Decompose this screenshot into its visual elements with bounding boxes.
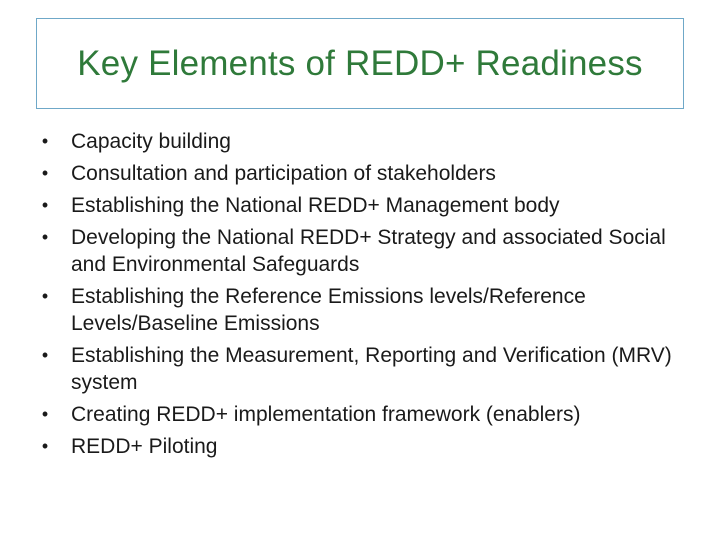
bullet-item <box>0 128 720 155</box>
bullet-icon: • <box>41 195 49 215</box>
bullet-item <box>0 224 720 278</box>
bullet-item <box>0 283 720 337</box>
bullet-icon: • <box>41 345 49 365</box>
bullet-item <box>0 401 720 428</box>
bullet-text: Establishing the Reference Emissions levels/Reference Levels/Baseline Emissions <box>71 285 586 335</box>
bullet-item <box>0 160 720 187</box>
bullet-text: Establishing the National REDD+ Management body <box>71 194 560 217</box>
bullet-text: REDD+ Piloting <box>71 435 218 458</box>
bullet-icon: • <box>41 131 49 151</box>
bullet-item <box>0 342 720 396</box>
bullet-text: Capacity building <box>71 130 231 153</box>
bullet-item <box>0 433 720 460</box>
bullet-icon: • <box>41 286 49 306</box>
bullet-text: Establishing the Measurement, Reporting and Verification (MRV) system <box>71 344 672 394</box>
bullet-text: Creating REDD+ implementation framework (enablers) <box>71 403 581 426</box>
bullet-icon: • <box>41 227 49 247</box>
title-box <box>36 18 684 109</box>
bullet-icon: • <box>41 404 49 424</box>
bullet-item <box>0 192 720 219</box>
bullet-icon: • <box>41 163 49 183</box>
slide-title: Key Elements of REDD+ Readiness <box>77 43 643 83</box>
bullet-list <box>0 128 720 465</box>
bullet-icon: • <box>41 436 49 456</box>
bullet-text: Developing the National REDD+ Strategy and associated Social and Environmental Safeguards <box>71 226 666 276</box>
bullet-text: Consultation and participation of stakeholders <box>71 162 496 185</box>
